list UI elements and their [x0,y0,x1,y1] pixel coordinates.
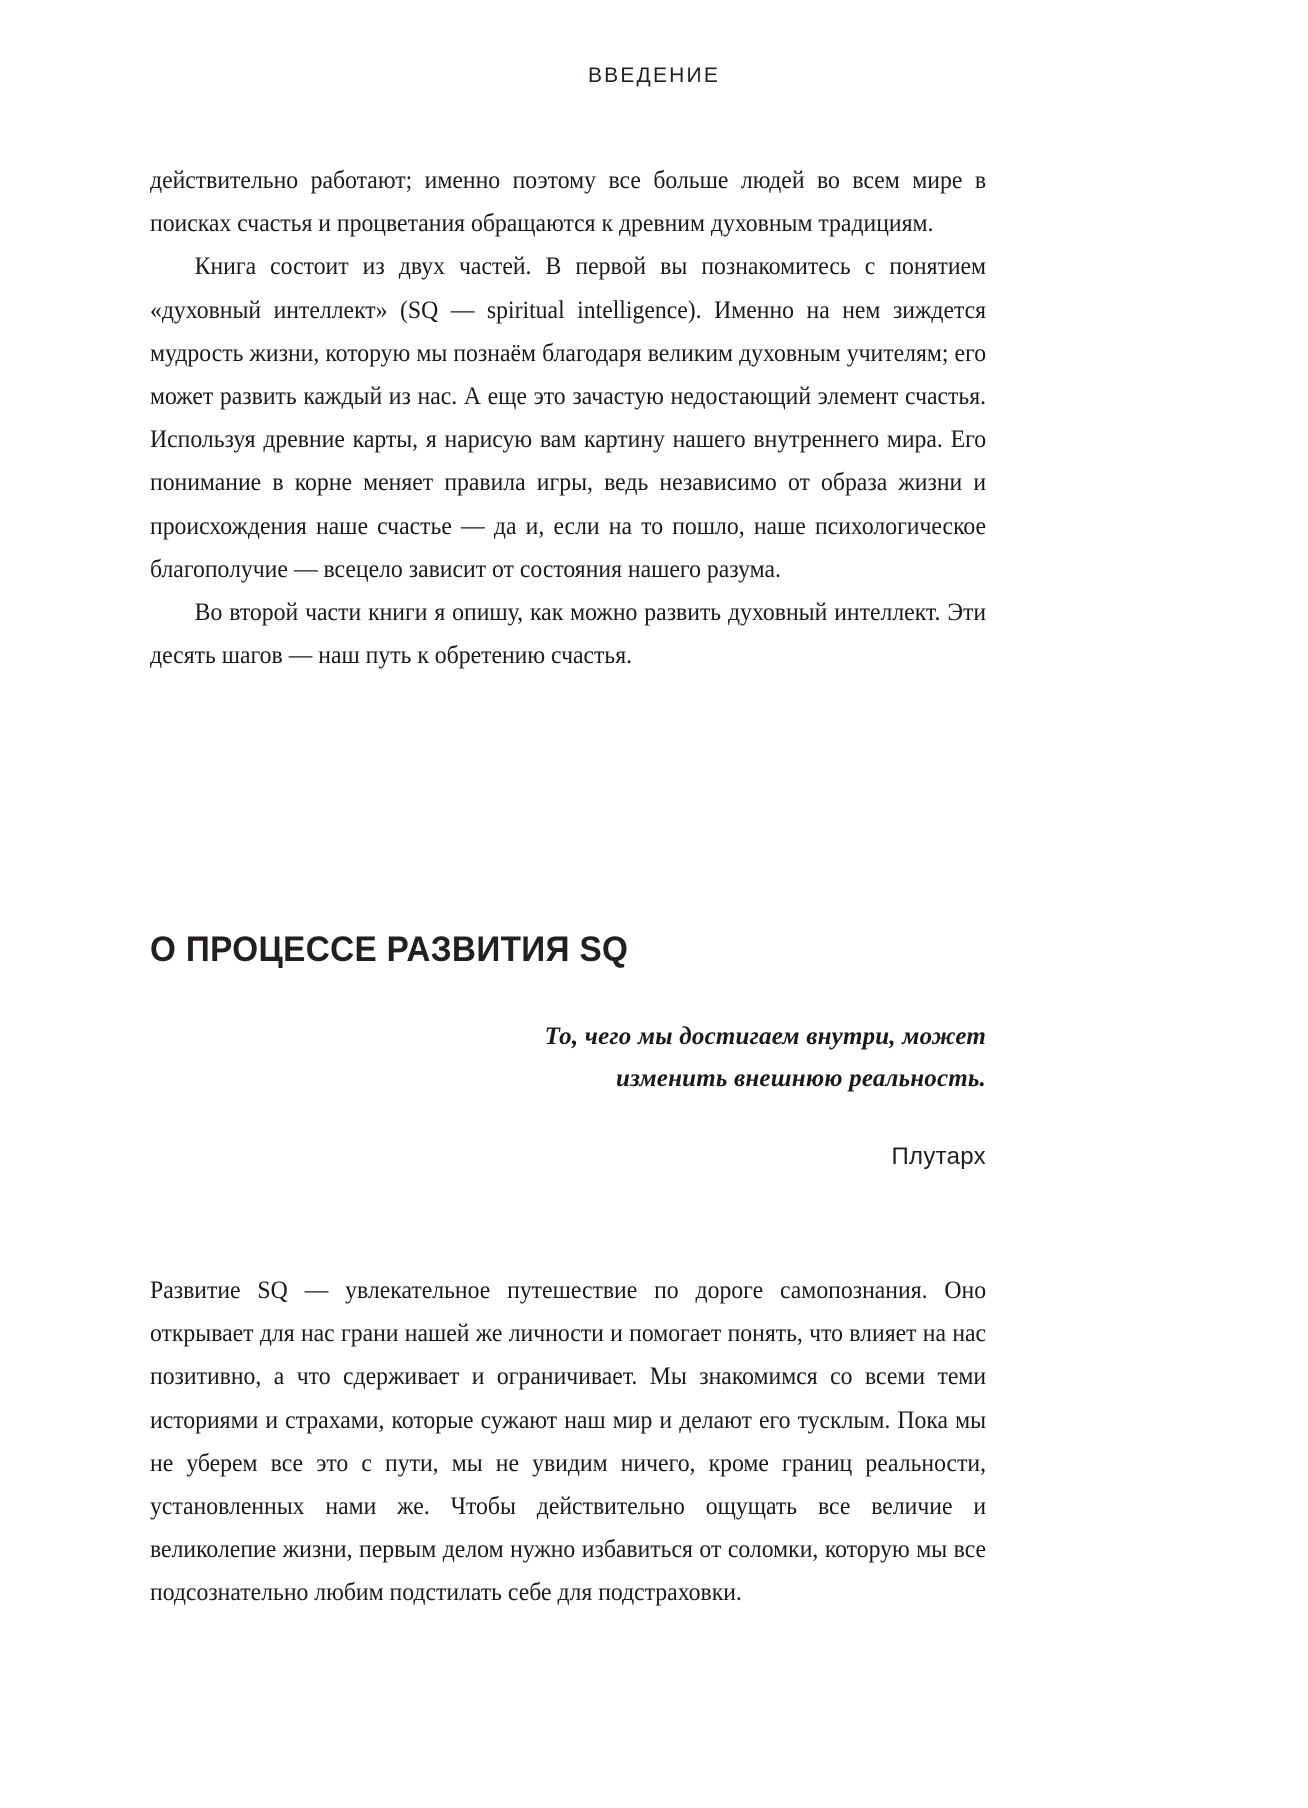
paragraph: действительно работают; именно поэтому все больше людей во всем мире в поисках счастья и процветания обращаются к древним духовным традициям. [150,165,987,238]
running-head: ВВЕДЕНИЕ [587,64,721,87]
epigraph-line-1: То, чего мы достигаем внутри, может [544,1023,986,1050]
epigraph-line-2: изменить внешнюю реальность. [616,1065,986,1092]
section-heading: О ПРОЦЕССЕ РАЗВИТИЯ SQ [150,930,629,969]
body-text-bottom [150,1268,986,1614]
epigraph-attribution: Плутарх [891,1143,986,1170]
paragraph: Развитие SQ — увлекательное путешествие по дороге самопознания. Оно открывает для нас грани нашей же личности и помогает понять, что влияет на нас позитивно, а что сдерживает и ограничивает. Мы знакомимся со всеми теми историями и страхами, которые сужают наш мир и делают его тусклым. Пока мы не уберем все это с пути, мы не увидим ничего, кроме границ реальности, установленных нами же. Чтобы действительно ощущать все величие и великолепие жизни, первым делом нужно избавиться от соломки, которую мы все подсознательно любим подстилать себе для подстраховки. [150,1275,987,1607]
body-text-top [150,158,986,676]
section-heading-block [150,930,1050,970]
epigraph-block [486,1016,986,1100]
paragraph: Во второй части книги я опишу, как можно развить духовный интеллект. Эти десять шагов — наш путь к обретению счастья. [150,597,987,670]
paragraph: Книга состоит из двух частей. В первой вы познакомитесь с понятием «духовный интеллект» (SQ — spiritual intelligence). Именно на нем зиждется мудрость жизни, которую мы познаём благодаря великим духовным учителям; его может развить каждый из нас. А еще это зачастую недостающий элемент счастья. Используя древние карты, я нарисую вам картину нашего внутреннего мира. Его понимание в корне меняет правила игры, ведь независимо от образа жизни и происхождения наше счастье — да и, если на то пошло, наше психологическое благополучие — всецело зависит от состояния нашего разума. [150,251,987,583]
